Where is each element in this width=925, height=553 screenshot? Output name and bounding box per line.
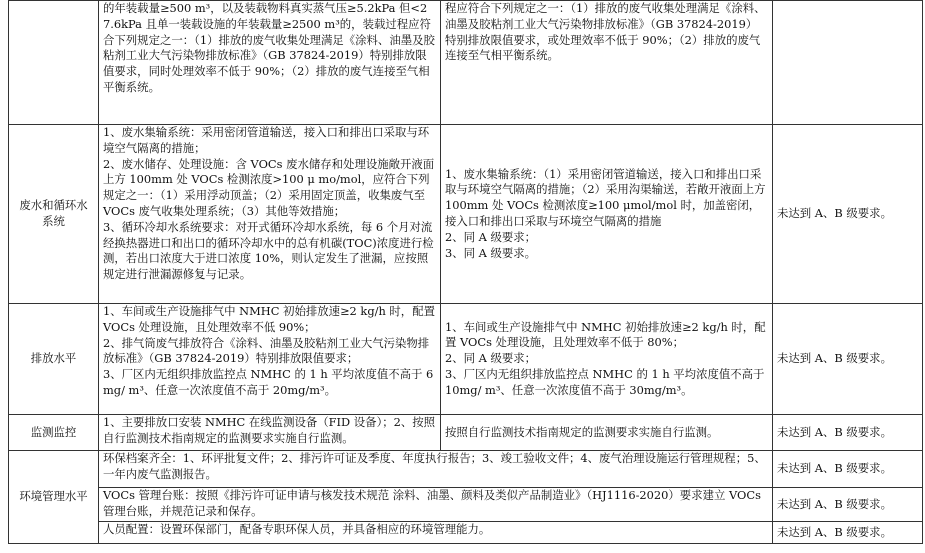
level-a-cell: 1、废水集输系统：采用密闭管道输送，接入口和排出口采取与环境空气隔离的措施； 2、废水储存、处理设施：含 VOCs 废水储存和处理设施敞开液面上方 100mm 处 VOCs 检测浓度>100 μ mo/mol，应符合下列规定之一：（1）采用浮动顶盖；（2）采用固定顶盖，收集废气至 VOCs 废气收集处理系统；（3）其他等效措施； 3、循环冷却水系统要求：对开式循环冷却水系统，每 6 个月对流经换热器进口和出口的循环冷却水中的总有机碳(TOC)浓度进行检测，若出口浓度大于进口浓度 10%，则认定发生了泄漏，应按照规定进行泄漏源修复与记录。 [99,125,441,304]
result-cell: 未达到 A、B 级要求。 [773,451,923,488]
table-row [9,1,923,125]
table-row [9,125,923,304]
result-cell: 未达到 A、B 级要求。 [773,304,923,415]
result-cell: 未达到 A、B 级要求。 [773,415,923,451]
level-b-cell: 1、车间或生产设施排气中 NMHC 初始排放速≥2 kg/h 时，配置 VOCs 处理设施，且处理效率不低于 80%； 2、同 A 级要求； 3、厂区内无组织排放监控点 NMHC 的 1 h 平均浓度值不高于 10mg/ m³、任意一次浓度值不高于 30mg/m³。 [441,304,773,415]
table-row [9,451,923,488]
management-cell: 人员配置：设置环保部门，配备专职环保人员，并具备相应的环境管理能力。 [99,522,773,544]
level-b-cell: 程应符合下列规定之一：（1）排放的废气收集处理满足《涂料、油墨及胶粘剂工业大气污染物排放标准》（GB 37824-2019）特别排放限值要求，或处理效率不低于 90%；（2）排放的废气连接至气相平衡系统。 [441,1,773,125]
management-cell: 环保档案齐全：1、环评批复文件；2、排污许可证及季度、年度执行报告；3、竣工验收文件；4、废气治理设施运行管理规程；5、一年内废气监测报告。 [99,451,773,488]
level-b-cell: 按照自行监测技术指南规定的监测要求实施自行监测。 [441,415,773,451]
category-cell: 废水和循环水系统 [9,125,99,304]
empty-category-cell [9,1,99,125]
management-cell: VOCs 管理台账：按照《排污许可证申请与核发技术规范 涂料、油墨、颜料及类似产品制造业》（HJ1116-2020）要求建立 VOCs 管理台账，并规范记录和保存。 [99,488,773,522]
level-a-cell: 的年装载量≥500 m³，以及装载物料真实蒸气压≥5.2kPa 但<27.6kPa 且单一装载设施的年装载量≥2500 m³的，装载过程应符合下列规定之一：（1）排放的废气收集处理满足《涂料、油墨及胶粘剂工业大气污染物排放标准》（GB 37824-2019）特别排放限值要求，同时处理效率不低于 90%；（2）排放的废气连接至气相平衡系统。 [99,1,441,125]
level-a-cell: 1、车间或生产设施排气中 NMHC 初始排放速≥2 kg/h 时，配置 VOCs 处理设施，且处理效率不低 90%； 2、排气筒废气排放符合《涂料、油墨及胶粘剂工业大气污染物排放标准》（GB 37824-2019）特别排放限值要求； 3、厂区内无组织排放监控点 NMHC 的 1 h 平均浓度值不高于 6mg/ m³、任意一次浓度值不高于 20mg/m³。 [99,304,441,415]
table-row [9,415,923,451]
table-row [9,488,923,522]
result-cell [773,1,923,125]
category-cell: 环境管理水平 [9,451,99,544]
category-cell: 排放水平 [9,304,99,415]
table-row [9,522,923,544]
level-b-cell: 1、废水集输系统：（1）采用密闭管道输送，接入口和排出口采取与环境空气隔离的措施；（2）采用沟渠输送，若敞开液面上方 100mm 处 VOCs 检测浓度≥100 μmol/mol 时，加盖密闭，接入口和排出口采取与环境空气隔离的措施 2、同 A 级要求； 3、同 A 级要求。 [441,125,773,304]
level-a-cell: 1、主要排放口安装 NMHC 在线监测设备（FID 设备）；2、按照自行监测技术指南规定的监测要求实施自行监测。 [99,415,441,451]
category-cell: 监测监控 [9,415,99,451]
standards-table [8,0,923,544]
table-row [9,304,923,415]
result-cell: 未达到 A、B 级要求。 [773,488,923,522]
result-cell: 未达到 A、B 级要求。 [773,125,923,304]
result-cell: 未达到 A、B 级要求。 [773,522,923,544]
